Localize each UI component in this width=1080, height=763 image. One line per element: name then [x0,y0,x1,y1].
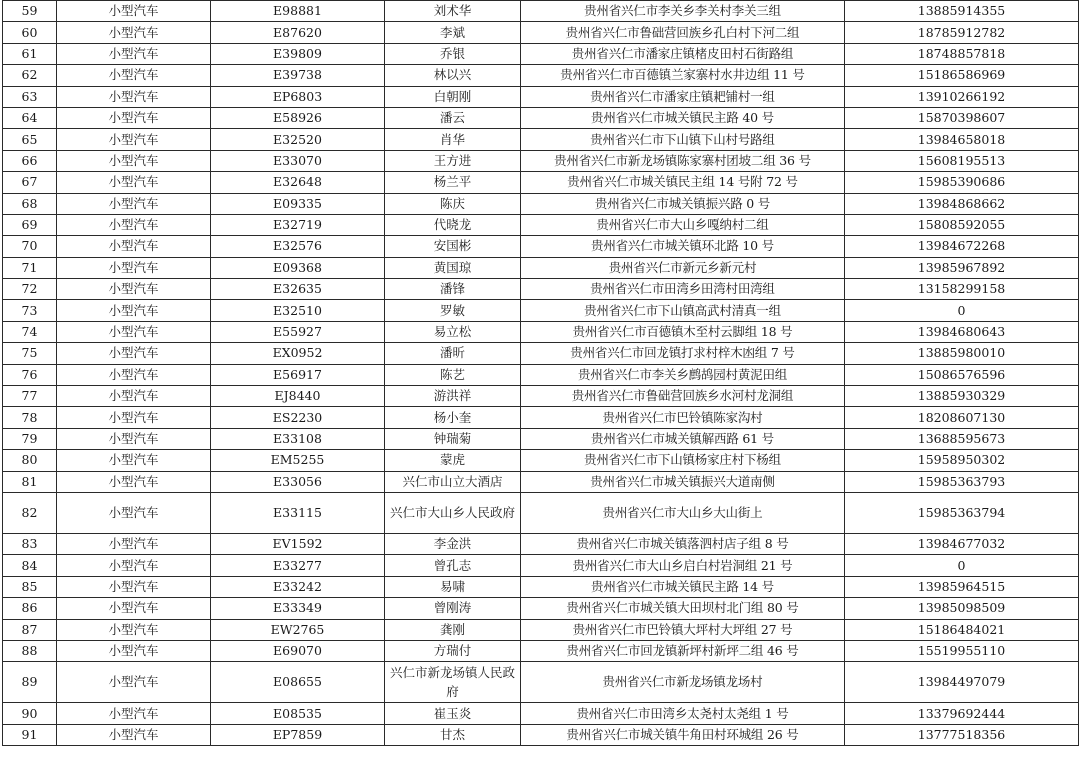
table-row [3,129,1079,150]
vehicle-type-cell: 小型汽车 [57,703,211,724]
owner-name-cell: 游洪祥 [385,386,521,407]
address-cell: 贵州省兴仁市回龙镇打求村梓木凼组 7 号 [521,343,845,364]
phone-cell: 13158299158 [845,279,1079,300]
vehicle-type-cell: 小型汽车 [57,321,211,342]
address-cell: 贵州省兴仁市城关镇环北路 10 号 [521,236,845,257]
phone-cell: 18208607130 [845,407,1079,428]
row-number-cell: 73 [3,300,57,321]
row-number-cell: 61 [3,43,57,64]
vehicle-type-cell: 小型汽车 [57,43,211,64]
address-cell: 贵州省兴仁市城关镇大田坝村北门组 80 号 [521,598,845,619]
owner-name-cell: 崔玉炎 [385,703,521,724]
row-number-cell: 68 [3,193,57,214]
plate-number-cell: EV1592 [211,533,385,554]
owner-name-cell: 潘昕 [385,343,521,364]
phone-cell: 15808592055 [845,214,1079,235]
row-number-cell: 75 [3,343,57,364]
vehicle-type-cell: 小型汽车 [57,640,211,661]
plate-number-cell: E87620 [211,22,385,43]
table-row [3,662,1079,703]
plate-number-cell: E39738 [211,65,385,86]
table-body [3,1,1079,746]
vehicle-type-cell: 小型汽车 [57,724,211,745]
table-row [3,619,1079,640]
row-number-cell: 63 [3,86,57,107]
row-number-cell: 89 [3,662,57,703]
plate-number-cell: E58926 [211,107,385,128]
vehicle-type-cell: 小型汽车 [57,257,211,278]
row-number-cell: 81 [3,471,57,492]
row-number-cell: 82 [3,492,57,533]
vehicle-type-cell: 小型汽车 [57,619,211,640]
owner-name-cell: 甘杰 [385,724,521,745]
address-cell: 贵州省兴仁市新龙场镇陈家寨村团坡二组 36 号 [521,150,845,171]
table-row [3,703,1079,724]
address-cell: 贵州省兴仁市鲁础营回族乡水河村龙洞组 [521,386,845,407]
plate-number-cell: E33108 [211,428,385,449]
phone-cell: 13885930329 [845,386,1079,407]
table-row [3,407,1079,428]
table-row [3,364,1079,385]
owner-name-cell: 兴仁市山立大酒店 [385,471,521,492]
address-cell: 贵州省兴仁市下山镇杨家庄村下杨组 [521,450,845,471]
vehicle-type-cell: 小型汽车 [57,428,211,449]
plate-number-cell: E33349 [211,598,385,619]
owner-name-cell: 李金洪 [385,533,521,554]
plate-number-cell: E32576 [211,236,385,257]
address-cell: 贵州省兴仁市大山乡启白村岩洞组 21 号 [521,555,845,576]
table-row [3,172,1079,193]
owner-name-cell: 安国彬 [385,236,521,257]
phone-cell: 15985363793 [845,471,1079,492]
row-number-cell: 66 [3,150,57,171]
plate-number-cell: E33070 [211,150,385,171]
owner-name-cell: 兴仁市大山乡人民政府 [385,492,521,533]
plate-number-cell: EW2765 [211,619,385,640]
vehicle-type-cell: 小型汽车 [57,598,211,619]
row-number-cell: 77 [3,386,57,407]
vehicle-type-cell: 小型汽车 [57,65,211,86]
vehicle-type-cell: 小型汽车 [57,1,211,22]
table-row [3,214,1079,235]
owner-name-cell: 易啸 [385,576,521,597]
phone-cell: 13777518356 [845,724,1079,745]
owner-name-cell: 王方进 [385,150,521,171]
address-cell: 贵州省兴仁市城关镇振兴大道南侧 [521,471,845,492]
phone-cell: 18748857818 [845,43,1079,64]
table-row [3,22,1079,43]
row-number-cell: 79 [3,428,57,449]
address-cell: 贵州省兴仁市城关镇民主路 40 号 [521,107,845,128]
owner-name-cell: 杨小奎 [385,407,521,428]
plate-number-cell: E55927 [211,321,385,342]
plate-number-cell: E33115 [211,492,385,533]
row-number-cell: 90 [3,703,57,724]
vehicle-type-cell: 小型汽车 [57,386,211,407]
address-cell: 贵州省兴仁市新元乡新元村 [521,257,845,278]
address-cell: 贵州省兴仁市鲁础营回族乡孔白村下河二组 [521,22,845,43]
address-cell: 贵州省兴仁市大山乡大山街上 [521,492,845,533]
table-row [3,343,1079,364]
table-row [3,43,1079,64]
address-cell: 贵州省兴仁市巴铃镇大坪村大坪组 27 号 [521,619,845,640]
vehicle-type-cell: 小型汽车 [57,150,211,171]
owner-name-cell: 钟瑞菊 [385,428,521,449]
table-row [3,279,1079,300]
vehicle-type-cell: 小型汽车 [57,300,211,321]
vehicle-type-cell: 小型汽车 [57,407,211,428]
row-number-cell: 83 [3,533,57,554]
vehicle-type-cell: 小型汽车 [57,555,211,576]
owner-name-cell: 陈庆 [385,193,521,214]
vehicle-type-cell: 小型汽车 [57,129,211,150]
phone-cell: 15985363794 [845,492,1079,533]
phone-cell: 13984680643 [845,321,1079,342]
owner-name-cell: 黄国琼 [385,257,521,278]
row-number-cell: 76 [3,364,57,385]
phone-cell: 13984658018 [845,129,1079,150]
row-number-cell: 78 [3,407,57,428]
table-row [3,257,1079,278]
row-number-cell: 72 [3,279,57,300]
plate-number-cell: E32719 [211,214,385,235]
table-row [3,450,1079,471]
table-row [3,236,1079,257]
phone-cell: 15985390686 [845,172,1079,193]
plate-number-cell: E09368 [211,257,385,278]
row-number-cell: 69 [3,214,57,235]
owner-name-cell: 曾刚涛 [385,598,521,619]
address-cell: 贵州省兴仁市城关镇振兴路 0 号 [521,193,845,214]
table-row [3,492,1079,533]
phone-cell: 13885980010 [845,343,1079,364]
table-row [3,471,1079,492]
row-number-cell: 74 [3,321,57,342]
row-number-cell: 88 [3,640,57,661]
table-row [3,321,1079,342]
row-number-cell: 67 [3,172,57,193]
address-cell: 贵州省兴仁市大山乡嘎纳村二组 [521,214,845,235]
owner-name-cell: 兴仁市新龙场镇人民政府 [385,662,521,703]
plate-number-cell: E33056 [211,471,385,492]
vehicle-type-cell: 小型汽车 [57,576,211,597]
vehicle-type-cell: 小型汽车 [57,364,211,385]
plate-number-cell: E32635 [211,279,385,300]
row-number-cell: 84 [3,555,57,576]
phone-cell: 0 [845,300,1079,321]
phone-cell: 13984868662 [845,193,1079,214]
address-cell: 贵州省兴仁市百德镇木至村云脚组 18 号 [521,321,845,342]
row-number-cell: 80 [3,450,57,471]
address-cell: 贵州省兴仁市潘家庄镇耙铺村一组 [521,86,845,107]
plate-number-cell: EP6803 [211,86,385,107]
vehicle-type-cell: 小型汽车 [57,214,211,235]
table-row [3,555,1079,576]
table-row [3,428,1079,449]
plate-number-cell: E33242 [211,576,385,597]
phone-cell: 18785912782 [845,22,1079,43]
owner-name-cell: 刘术华 [385,1,521,22]
plate-number-cell: EJ8440 [211,386,385,407]
phone-cell: 15870398607 [845,107,1079,128]
table-row [3,150,1079,171]
row-number-cell: 60 [3,22,57,43]
plate-number-cell: E32510 [211,300,385,321]
owner-name-cell: 陈艺 [385,364,521,385]
plate-number-cell: E08535 [211,703,385,724]
table-row [3,1,1079,22]
address-cell: 贵州省兴仁市城关镇民主组 14 号附 72 号 [521,172,845,193]
phone-cell: 13688595673 [845,428,1079,449]
plate-number-cell: E32520 [211,129,385,150]
phone-cell: 13984497079 [845,662,1079,703]
phone-cell: 15086576596 [845,364,1079,385]
vehicle-type-cell: 小型汽车 [57,492,211,533]
row-number-cell: 70 [3,236,57,257]
plate-number-cell: ES2230 [211,407,385,428]
address-cell: 贵州省兴仁市百德镇兰家寨村水井边组 11 号 [521,65,845,86]
owner-name-cell: 白朝刚 [385,86,521,107]
owner-name-cell: 潘锋 [385,279,521,300]
table-row [3,107,1079,128]
plate-number-cell: E33277 [211,555,385,576]
vehicle-type-cell: 小型汽车 [57,279,211,300]
vehicle-type-cell: 小型汽车 [57,22,211,43]
row-number-cell: 71 [3,257,57,278]
phone-cell: 13984677032 [845,533,1079,554]
owner-name-cell: 易立松 [385,321,521,342]
table-row [3,386,1079,407]
table-row [3,576,1079,597]
plate-number-cell: EX0952 [211,343,385,364]
row-number-cell: 64 [3,107,57,128]
address-cell: 贵州省兴仁市城关镇解西路 61 号 [521,428,845,449]
address-cell: 贵州省兴仁市巴铃镇陈家沟村 [521,407,845,428]
owner-name-cell: 乔银 [385,43,521,64]
phone-cell: 15186484021 [845,619,1079,640]
row-number-cell: 59 [3,1,57,22]
table-row [3,724,1079,745]
plate-number-cell: EP7859 [211,724,385,745]
table-row [3,193,1079,214]
row-number-cell: 86 [3,598,57,619]
address-cell: 贵州省兴仁市城关镇牛角田村环城组 26 号 [521,724,845,745]
address-cell: 贵州省兴仁市新龙场镇龙场村 [521,662,845,703]
plate-number-cell: E56917 [211,364,385,385]
row-number-cell: 87 [3,619,57,640]
owner-name-cell: 方瑞付 [385,640,521,661]
address-cell: 贵州省兴仁市下山镇高武村清真一组 [521,300,845,321]
plate-number-cell: E08655 [211,662,385,703]
owner-name-cell: 罗敏 [385,300,521,321]
owner-name-cell: 潘云 [385,107,521,128]
table-row [3,598,1079,619]
row-number-cell: 91 [3,724,57,745]
owner-name-cell: 代晓龙 [385,214,521,235]
address-cell: 贵州省兴仁市城关镇民主路 14 号 [521,576,845,597]
table-row [3,300,1079,321]
phone-cell: 15186586969 [845,65,1079,86]
address-cell: 贵州省兴仁市潘家庄镇楮皮田村石街路组 [521,43,845,64]
vehicle-type-cell: 小型汽车 [57,533,211,554]
owner-name-cell: 李斌 [385,22,521,43]
address-cell: 贵州省兴仁市李关乡李关村李关三组 [521,1,845,22]
table-row [3,640,1079,661]
phone-cell: 15519955110 [845,640,1079,661]
owner-name-cell: 肖华 [385,129,521,150]
owner-name-cell: 林以兴 [385,65,521,86]
plate-number-cell: E39809 [211,43,385,64]
plate-number-cell: E09335 [211,193,385,214]
owner-name-cell: 龚刚 [385,619,521,640]
owner-name-cell: 杨兰平 [385,172,521,193]
vehicle-registry-table [2,0,1079,746]
vehicle-type-cell: 小型汽车 [57,172,211,193]
row-number-cell: 62 [3,65,57,86]
vehicle-type-cell: 小型汽车 [57,450,211,471]
table-row [3,533,1079,554]
row-number-cell: 85 [3,576,57,597]
phone-cell: 13985098509 [845,598,1079,619]
vehicle-type-cell: 小型汽车 [57,343,211,364]
table-row [3,86,1079,107]
address-cell: 贵州省兴仁市田湾乡田湾村田湾组 [521,279,845,300]
vehicle-type-cell: 小型汽车 [57,471,211,492]
address-cell: 贵州省兴仁市回龙镇新坪村新坪二组 46 号 [521,640,845,661]
plate-number-cell: E69070 [211,640,385,661]
phone-cell: 13985964515 [845,576,1079,597]
address-cell: 贵州省兴仁市下山镇下山村号路组 [521,129,845,150]
owner-name-cell: 蒙虎 [385,450,521,471]
vehicle-type-cell: 小型汽车 [57,236,211,257]
plate-number-cell: E32648 [211,172,385,193]
phone-cell: 13984672268 [845,236,1079,257]
plate-number-cell: E98881 [211,1,385,22]
row-number-cell: 65 [3,129,57,150]
phone-cell: 13985967892 [845,257,1079,278]
vehicle-type-cell: 小型汽车 [57,662,211,703]
phone-cell: 13910266192 [845,86,1079,107]
plate-number-cell: EM5255 [211,450,385,471]
phone-cell: 13885914355 [845,1,1079,22]
table-row [3,65,1079,86]
vehicle-type-cell: 小型汽车 [57,107,211,128]
address-cell: 贵州省兴仁市城关镇落泗村店子组 8 号 [521,533,845,554]
owner-name-cell: 曾孔志 [385,555,521,576]
vehicle-type-cell: 小型汽车 [57,86,211,107]
phone-cell: 15608195513 [845,150,1079,171]
address-cell: 贵州省兴仁市李关乡鹧鸪园村黄泥田组 [521,364,845,385]
phone-cell: 0 [845,555,1079,576]
phone-cell: 15958950302 [845,450,1079,471]
phone-cell: 13379692444 [845,703,1079,724]
vehicle-type-cell: 小型汽车 [57,193,211,214]
address-cell: 贵州省兴仁市田湾乡太尧村太尧组 1 号 [521,703,845,724]
